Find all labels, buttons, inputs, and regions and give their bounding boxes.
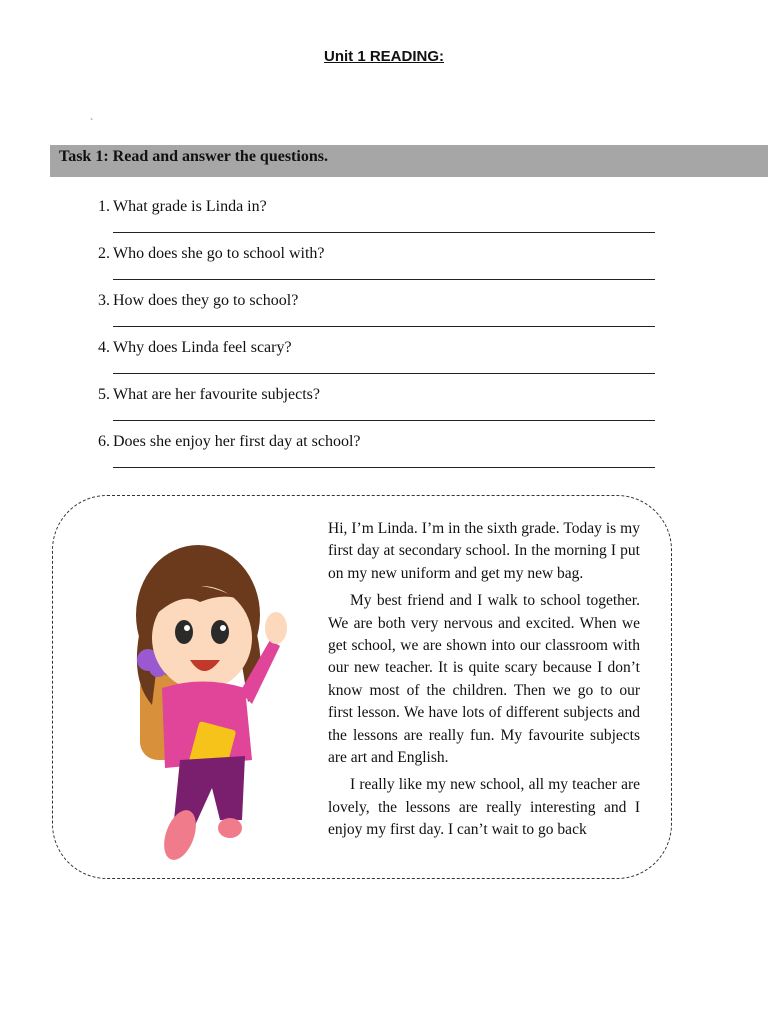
- question-item: [84, 383, 664, 430]
- question-text: How does they go to school?: [113, 292, 299, 309]
- page-title: Unit 1 READING:: [324, 48, 444, 65]
- answer-line[interactable]: [113, 232, 655, 233]
- question-text: What are her favourite subjects?: [113, 386, 321, 403]
- question-item: [84, 430, 664, 477]
- girl-with-backpack-illustration: [80, 520, 300, 870]
- answer-line[interactable]: [113, 326, 655, 327]
- question-number: 5.: [98, 386, 110, 403]
- question-number: 1.: [98, 198, 110, 215]
- passage-paragraph: Hi, I’m Linda. I’m in the sixth grade. Today is my first day at secondary school. In the morning I put on my new uniform and get my new bag.: [328, 520, 640, 582]
- question-item: [84, 242, 664, 289]
- question-number: 2.: [98, 245, 110, 262]
- waving-hand: [265, 612, 287, 644]
- answer-line[interactable]: [113, 467, 655, 468]
- answer-line[interactable]: [113, 420, 655, 421]
- question-text: Why does Linda feel scary?: [113, 339, 292, 356]
- question-item: [84, 336, 664, 383]
- question-item: [84, 195, 664, 242]
- question-number: 3.: [98, 292, 110, 309]
- passage-paragraph: I really like my new school, all my teacher are lovely, the lessons are really interesting and I enjoy my first day. I can’t wait to go back: [328, 776, 640, 839]
- reading-passage: [328, 518, 640, 878]
- shoe-right: [218, 818, 242, 838]
- answer-line[interactable]: [113, 279, 655, 280]
- question-number: 6.: [98, 433, 110, 450]
- question-text: What grade is Linda in?: [113, 198, 267, 215]
- eye-left: [175, 620, 193, 644]
- question-number: 4.: [98, 339, 110, 356]
- answer-line[interactable]: [113, 373, 655, 374]
- question-list: [84, 195, 664, 477]
- question-item: [84, 289, 664, 336]
- passage-paragraph: My best friend and I walk to school together. We are both very nervous and excited. When we get school, we are shown into our classroom with our new teacher. It is quite scary because I don’t know most of the children. Then we go to our first lesson. We have lots of different subjects and the lessons are really fun. My favourite subjects are art and English.: [328, 592, 640, 767]
- task-heading-bar: [50, 145, 768, 177]
- question-text: Does she enjoy her first day at school?: [113, 433, 361, 450]
- stray-mark: `: [90, 118, 94, 129]
- question-text: Who does she go to school with?: [113, 245, 325, 262]
- task-heading: Task 1: Read and answer the questions.: [59, 148, 328, 165]
- eye-right: [211, 620, 229, 644]
